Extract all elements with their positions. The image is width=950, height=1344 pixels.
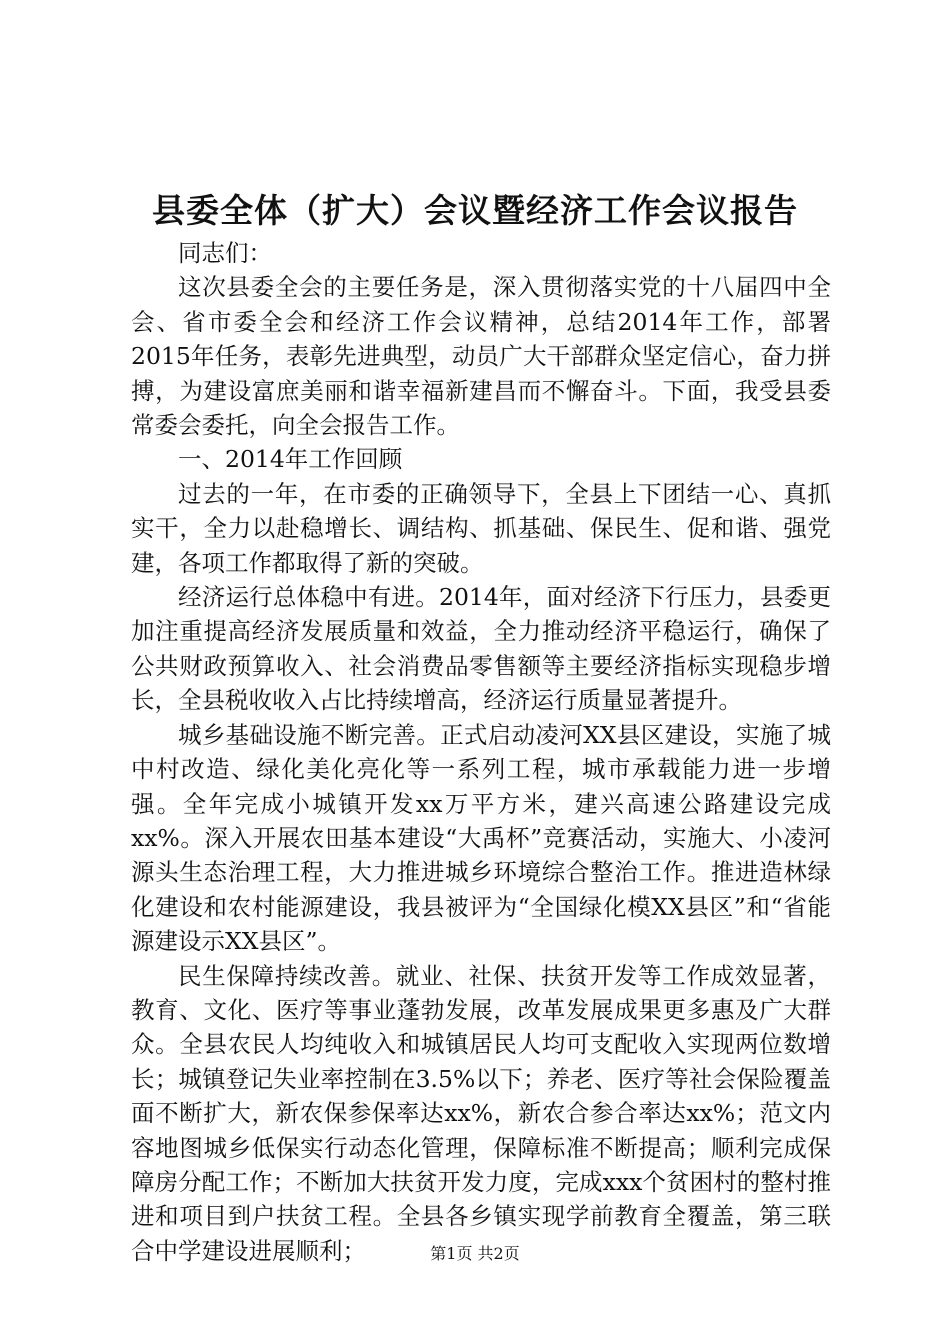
paragraph-intro: 这次县委全会的主要任务是，深入贯彻落实党的十八届四中全会、省市委全会和经济工作会议精神，总结2014年工作，部署2015年任务，表彰先进典型，动员广大干部群众坚定信心，奋力拼搏，为建设富庶美丽和谐幸福新建昌而不懈奋斗。下面，我受县委常委会委托，向全会报告工作。: [131, 273, 831, 440]
document-title: 县委全体（扩大）会议暨经济工作会议报告: [152, 191, 798, 230]
section-heading: 一、2014年工作回顾: [178, 445, 403, 474]
page-number: 第1页 共2页: [430, 1244, 520, 1263]
paragraph-overview: 过去的一年，在市委的正确领导下，全县上下团结一心、真抓实干，全力以赴稳增长、调结构、抓基础、保民生、促和谐、强党建，各项工作都取得了新的突破。: [131, 479, 831, 577]
salutation: 同志们：: [178, 239, 272, 267]
document-body: [131, 236, 831, 1268]
paragraph-infrastructure: 城乡基础设施不断完善。正式启动凌河XX县区建设，实施了城中村改造、绿化美化亮化等一系列工程，城市承载能力进一步增强。全年完成小城镇开发xx万平方米，建兴高速公路建设完成xx%。深入开展农田基本建设“大禹杯”竞赛活动，实施大、小凌河源头生态治理工程，大力推进城乡环境综合整治工作。推进造林绿化建设和农村能源建设，我县被评为“全国绿化模XX县区”和“省能源建设示XX县区”。: [131, 720, 831, 956]
paragraph-livelihood: 民生保障持续改善。就业、社保、扶贫开发等工作成效显著，教育、文化、医疗等事业蓬勃发展，改革发展成果更多惠及广大群众。全县农民人均纯收入和城镇居民人均可支配收入实现两位数增长；城镇登记失业率控制在3.5%以下；养老、医疗等社会保险覆盖面不断扩大，新农保参保率达xx%，新农合参合率达xx%；范文内容地图城乡低保实行动态化管理，保障标准不断提高；顺利完成保障房分配工作；不断加大扶贫开发力度，完成xxx个贫困村的整村推进和项目到户扶贫工程。全县各乡镇实现学前教育全覆盖，第三联合中学建设进展顺利；: [131, 961, 831, 1265]
paragraph-economy: 经济运行总体稳中有进。2014年，面对经济下行压力，县委更加注重提高经济发展质量和效益，全力推动经济平稳运行，确保了公共财政预算收入、社会消费品零售额等主要经济指标实现稳步增长，全县税收收入占比持续增高，经济运行质量显著提升。: [131, 583, 831, 715]
